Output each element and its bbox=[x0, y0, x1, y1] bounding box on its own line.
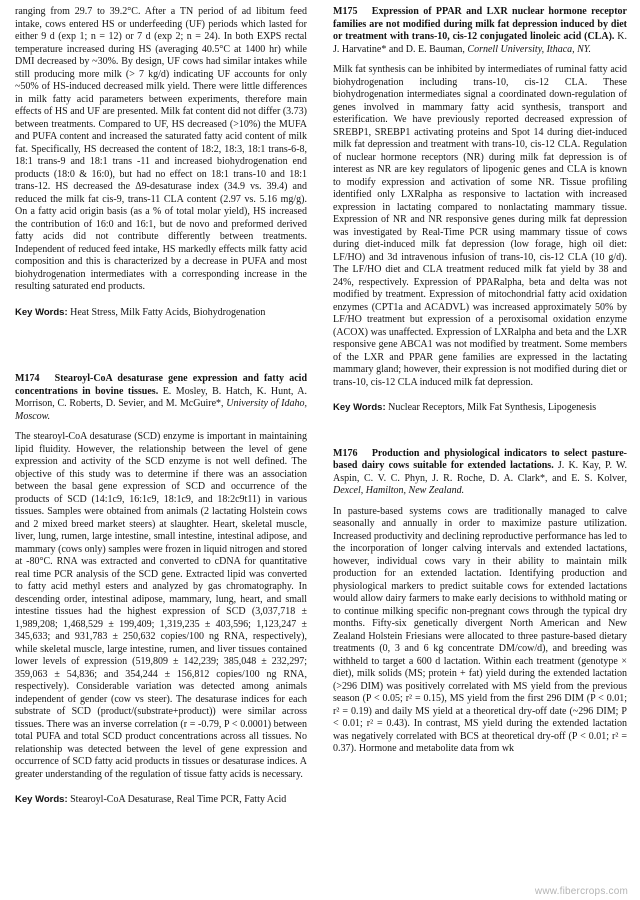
right-column bbox=[333, 6, 627, 756]
keywords-value: Stearoyl-CoA Desaturase, Real Time PCR, Fatty Acid bbox=[70, 794, 287, 805]
abstract-body: Milk fat synthesis can be inhibited by intermediates of ruminal fatty acid biohydrogenation including trans-10, cis-12 CLA. These biohydrogenation intermediates signal a coordinated down-regulation of genes involved in mammary fatty acid synthesis, transport and esterification. We have previously reported decreased expression of SREBP1, SREBP1 activating proteins and Spot 14 during diet-induced milk fat depression and treatment with trans-10, cis-12 CLA. Regulation of nuclear hormone receptors (NR) during milk fat depression is of interest as NR are key regulators of lipogenic genes and CLA is known to modify expression and activation of some NR. Tissue profiling identified only LXRalpha as responsive to lactation with increased expression in lactating compared to nonlactating mammary tissue. Expression of NR and NR responsive genes during milk fat depression was investigated by Real-Time PCR using mammary tissue of cows during diet-induced milk fat depression (low forage, high oil diet: LF/HO) and 3d intravenous infusion of trans-10, cis-12 CLA (10 g/d). The LF/HO diet and CLA treatment reduced milk fat yield by 38 and 24%, respectively. Expression of PPARalpha, beta and delta was not modified by treatment. Expression of mitochondrial fatty acid oxidation enzymes (CPT1a and ACADVL) was increased approximately 50% by LF/HO treatment but expression of a peroxisomal oxidation enzyme (ACOX) was unaffected. Expression of LXRalpha and beta and the LXR responsive gene ABCA1 was not modified by treatment. Some members of the LXR and PPAR gene families are expressed in the lactating mammary gland; however, their expression is not modified during diet or trans-10, cis-12 CLA induced milk fat depression. bbox=[333, 64, 627, 388]
abstract-title: Stearoyl-CoA desaturase gene expression and fatty acid concentrations in bovine tissues. bbox=[15, 373, 308, 397]
keywords-label: Key Words: bbox=[15, 794, 68, 805]
left-column bbox=[15, 6, 307, 807]
abstract-affiliation: Dexcel, Hamilton, New Zealand. bbox=[333, 485, 465, 496]
abstract-m176 bbox=[333, 448, 627, 756]
abstract-header bbox=[333, 448, 627, 498]
continuation-abstract-text: ranging from 29.7 to 39.2°C. After a TN period of ad libitum feed intake, cows entered HS or underfeeding (UF) periods which lasted for either 9 d (exp 1; n = 12) or 7 d (exp 2; n = 24). In both EXPS rectal temperature increased during HS (averaging 40.5°C at 1400 hr) while DMI decreased by ~30%. By design, UF cows had similar intakes while still producing more milk (> 7 kg/d) indicating UF accounts for only ~50% of HS-induced decreased milk yield. There were little differences in milk fatty acid parameters between experiments, therefore main effects of HS and UF are presented. Milk fat content did not differ (3.73) between treatments. Compared to UF, HS decreased (>10%) the MUFA and PUFA content and increased the saturated fatty acid content of milk fat. Specifically, HS decreased the content of 18:2, 18:3, 18:1 trans-6-8, 18:1 trans-9 and 18:1 trans -11 and increased biohydrogenation end products (18:0 & 16:0), but had no effect on 18:1 trans-10 and 18:1 trans-12. HS decreased the Δ9-desaturase index (34.9 vs. 39.4) and reduced the milk fat cis-9, trans-11 CLA content (2.97 vs. 5.16 mg/g). On a fatty acid origin basis (as a % of total molar yield), HS increased the contribution of 16:0 and 16:1, but de novo and preformed derived fatty acids did not contribute differently between treatments. Independent of reduced feed intake, HS markedly effects milk fatty acid composition and this is characterized by a decrease in PUFA and most biohydrogenation intermediates with a corresponding increase in the resulting saturated end products. bbox=[15, 6, 307, 292]
abstract-m174 bbox=[15, 373, 307, 807]
abstract-affiliation: Cornell University, Ithaca, NY. bbox=[467, 43, 591, 55]
abstract-header bbox=[15, 373, 307, 423]
abstract-header bbox=[333, 6, 627, 56]
abstract-authors: E. Mosley, B. Hatch, K. Hunt, A. Morrison, C. Roberts, D. Sevier, and M. McGuire*, bbox=[15, 385, 308, 409]
abstract-body: In pasture-based systems cows are traditionally managed to calve seasonally and annually in order to maximize pasture utilization. Increased productivity and declining reproductive performance has led to the incorporation of longer calving intervals and extended lactations, however, individual cows vary in their ability to maintain milk production for an extended lactation. Identifying production and physiological markers to predict suitable cows for extended lactations would allow dairy farmers to make early decisions to withhold mating or to continue milking specific non-pregnant cows through the typical dry months. Fifty-six genetically divergent North American and New Zealand Holstein Friesians were allocated to three pasture-based dietary treatments (0, 3 and 6 kg concentrate DM/cow/d), and breeding was withheld to target a 600 d lactation. Within each treatment (genotype × diet), milk solids (MS; protein + fat) yield during the extended lactation (>296 DIM) was positively correlated with MS yield from the previous season (P < 0.05; r² = 0.15), MS yield from the first 296 DIM (P < 0.01; r² = 0.19) and daily MS yield at a theoretical dry-off date (~296 DIM; P < 0.01; r² = 0.43). In contrast, MS yield during the extended lactation was negatively correlated with BCS at theoretical dry-off (P < 0.01; r² = 0.37). Hormone and metabolite data from wk bbox=[333, 505, 627, 754]
continuation-keywords bbox=[15, 307, 307, 320]
abstract-keywords bbox=[15, 794, 307, 807]
abstract-id: M174 bbox=[15, 373, 40, 384]
keywords-value: Heat Stress, Milk Fatty Acids, Biohydrogenation bbox=[70, 306, 266, 318]
abstract-id: M176 bbox=[333, 447, 358, 459]
abstract-authors: J. K. Kay, P. W. Aspin, C. V. C. Phyn, J. R. Roche, D. A. Clark*, and E. S. Kolver, bbox=[333, 460, 628, 484]
abstract-affiliation: University of Idaho, Moscow. bbox=[15, 398, 308, 422]
watermark: www.fibercrops.com bbox=[534, 886, 628, 897]
abstract-body: The stearoyl-CoA desaturase (SCD) enzyme is important in maintaining lipid fluidity. However, the relationship between the level of gene expression and activity of the SCD enzyme is not well defined. The objective of this study was to determine if there was an association between the basal gene expression of SCD and occurrence of the products of SCD (14:1c9, 16:1c9, 18:1c9, and 18:2c9t11) in various tissues. Samples were obtained from animals (2 lactating Holstein cows and 2 mixed breed market steers) at slaughter. Heart, skeletal muscle, liver, lung, rumen, large intestine, small intestine, intestinal adipose, and mammary (cows only) samples were frozen in liquid nitrogen and stored at -80°C. RNA was extracted and converted to cDNA for quantitative real time PCR analysis of the SCD gene. Extracted lipid was converted to fatty acid methyl esters and analyzed by gas chromatography. In descending order, intestinal adipose, mammary, lung, heart, and small intestine tissues had the highest expression of SCD (3,037,718 ± 1,989,208; 1,468,529 ± 199,409; 1,319,235 ± 403,596; 1,123,247 ± 345,633; and 931,783 ± 250,632 copies/100 ng RNA, respectively), while skeletal muscle, large intestine, rumen, and liver tissues contained lower levels of expression (519,809 ± 142,239; 385,048 ± 232,297; 359,063 ± 54,836; and 354,244 ± 156,812 copies/100 ng RNA, respectively). Considerable variation was detected among animals independent of gender (cow vs steer). The desaturase indices for each substrate of SCD (product/(substrate+product)) were similar across tissues. There was an inverse correlation (r = -0.79, P < 0.0001) between total PUFA and total SCD product concentrations across all tissues. No relationship was detected between the level of gene expression and occurrence of SCD fatty acid products in tissues or desaturase indices. A greater understanding of the regulation of tissue fatty acids is necessary. bbox=[15, 431, 307, 780]
abstract-title: Production and physiological indicators to select pasture-based dairy cows suitable for extended lactations. bbox=[333, 447, 627, 471]
abstract-keywords bbox=[333, 402, 627, 415]
abstract-authors: K. J. Harvatine* and D. E. Bauman, bbox=[333, 31, 628, 55]
abstract-m175 bbox=[333, 6, 627, 415]
abstract-title: Expression of PPAR and LXR nuclear hormone receptor families are not modified during milk fat depression induced by diet or treatment with trans-10, cis-12 conjugated linoleic acid (CLA). bbox=[333, 6, 627, 42]
keywords-label: Key Words: bbox=[333, 402, 386, 413]
keywords-label: Key Words: bbox=[15, 306, 68, 318]
keywords-value: Nuclear Receptors, Milk Fat Synthesis, Lipogenesis bbox=[388, 402, 597, 413]
abstract-id: M175 bbox=[333, 6, 358, 17]
